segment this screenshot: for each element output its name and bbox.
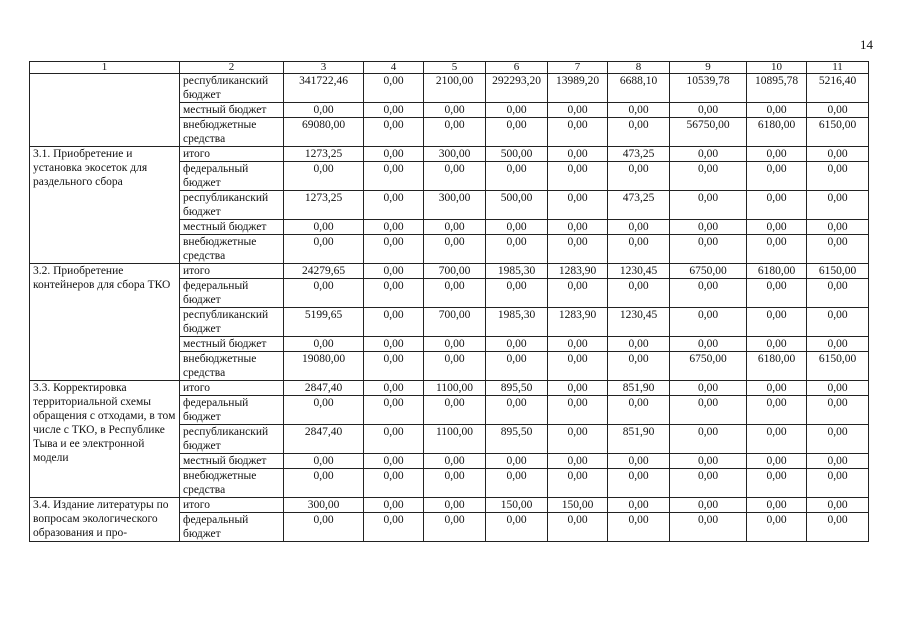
- amount-cell: 0,00: [807, 425, 869, 454]
- amount-cell: 0,00: [284, 279, 364, 308]
- amount-cell: 0,00: [284, 162, 364, 191]
- amount-cell: 1283,90: [548, 308, 608, 337]
- amount-cell: 0,00: [284, 513, 364, 542]
- column-header: 8: [608, 62, 670, 74]
- funding-source-cell: итого: [180, 498, 284, 513]
- amount-cell: 2100,00: [424, 74, 486, 103]
- amount-cell: 150,00: [548, 498, 608, 513]
- amount-cell: 0,00: [424, 279, 486, 308]
- amount-cell: 0,00: [747, 425, 807, 454]
- amount-cell: 1283,90: [548, 264, 608, 279]
- amount-cell: 1985,30: [486, 308, 548, 337]
- amount-cell: 0,00: [424, 118, 486, 147]
- amount-cell: 0,00: [548, 103, 608, 118]
- amount-cell: 0,00: [486, 469, 548, 498]
- amount-cell: 0,00: [284, 454, 364, 469]
- amount-cell: 0,00: [608, 396, 670, 425]
- amount-cell: 0,00: [807, 308, 869, 337]
- amount-cell: 0,00: [284, 337, 364, 352]
- amount-cell: 0,00: [608, 220, 670, 235]
- amount-cell: 0,00: [486, 454, 548, 469]
- amount-cell: 0,00: [548, 162, 608, 191]
- funding-source-cell: итого: [180, 147, 284, 162]
- amount-cell: 0,00: [284, 469, 364, 498]
- amount-cell: 0,00: [670, 498, 747, 513]
- amount-cell: 13989,20: [548, 74, 608, 103]
- amount-cell: 0,00: [364, 191, 424, 220]
- amount-cell: 0,00: [364, 513, 424, 542]
- amount-cell: 0,00: [670, 337, 747, 352]
- amount-cell: 851,90: [608, 425, 670, 454]
- budget-table: [29, 61, 869, 542]
- measure-name-cell: 3.1. Приобретение и установка экосеток для раздельного сбора: [30, 147, 180, 264]
- amount-cell: 0,00: [807, 381, 869, 396]
- amount-cell: 0,00: [364, 74, 424, 103]
- amount-cell: 0,00: [486, 235, 548, 264]
- amount-cell: 0,00: [747, 162, 807, 191]
- amount-cell: 0,00: [670, 147, 747, 162]
- amount-cell: 0,00: [424, 103, 486, 118]
- amount-cell: 2847,40: [284, 381, 364, 396]
- amount-cell: 150,00: [486, 498, 548, 513]
- amount-cell: 0,00: [364, 381, 424, 396]
- table-row: [30, 498, 869, 513]
- amount-cell: 0,00: [424, 220, 486, 235]
- amount-cell: 0,00: [284, 220, 364, 235]
- funding-source-cell: республиканский бюджет: [180, 308, 284, 337]
- amount-cell: 0,00: [608, 498, 670, 513]
- funding-source-cell: местный бюджет: [180, 454, 284, 469]
- amount-cell: 300,00: [424, 191, 486, 220]
- table-row: [30, 381, 869, 396]
- amount-cell: 473,25: [608, 191, 670, 220]
- amount-cell: 0,00: [364, 454, 424, 469]
- amount-cell: 0,00: [364, 103, 424, 118]
- amount-cell: 0,00: [670, 454, 747, 469]
- amount-cell: 895,50: [486, 425, 548, 454]
- amount-cell: 0,00: [548, 279, 608, 308]
- amount-cell: 0,00: [424, 162, 486, 191]
- amount-cell: 0,00: [807, 279, 869, 308]
- amount-cell: 0,00: [486, 513, 548, 542]
- amount-cell: 0,00: [486, 118, 548, 147]
- amount-cell: 0,00: [424, 396, 486, 425]
- amount-cell: 0,00: [364, 308, 424, 337]
- amount-cell: 0,00: [747, 147, 807, 162]
- amount-cell: 0,00: [284, 235, 364, 264]
- amount-cell: 0,00: [424, 352, 486, 381]
- amount-cell: 473,25: [608, 147, 670, 162]
- amount-cell: 6150,00: [807, 352, 869, 381]
- amount-cell: 0,00: [670, 103, 747, 118]
- amount-cell: 0,00: [747, 337, 807, 352]
- column-header: 7: [548, 62, 608, 74]
- amount-cell: 0,00: [548, 220, 608, 235]
- amount-cell: 0,00: [364, 337, 424, 352]
- amount-cell: 0,00: [364, 264, 424, 279]
- amount-cell: 0,00: [284, 103, 364, 118]
- amount-cell: 0,00: [608, 118, 670, 147]
- column-header: 9: [670, 62, 747, 74]
- header-row: [30, 62, 869, 74]
- amount-cell: 0,00: [747, 513, 807, 542]
- amount-cell: 0,00: [424, 337, 486, 352]
- amount-cell: 0,00: [670, 308, 747, 337]
- amount-cell: 1230,45: [608, 264, 670, 279]
- amount-cell: 0,00: [486, 220, 548, 235]
- amount-cell: 0,00: [670, 469, 747, 498]
- amount-cell: 0,00: [364, 118, 424, 147]
- amount-cell: 0,00: [548, 396, 608, 425]
- funding-source-cell: внебюджетные средства: [180, 235, 284, 264]
- funding-source-cell: республиканский бюджет: [180, 74, 284, 103]
- amount-cell: 0,00: [364, 425, 424, 454]
- funding-source-cell: итого: [180, 264, 284, 279]
- amount-cell: 0,00: [670, 396, 747, 425]
- amount-cell: 0,00: [670, 191, 747, 220]
- amount-cell: 0,00: [548, 352, 608, 381]
- amount-cell: 700,00: [424, 308, 486, 337]
- funding-source-cell: федеральный бюджет: [180, 396, 284, 425]
- amount-cell: 6150,00: [807, 118, 869, 147]
- amount-cell: 0,00: [364, 498, 424, 513]
- column-header: 10: [747, 62, 807, 74]
- amount-cell: 0,00: [486, 279, 548, 308]
- column-header: 11: [807, 62, 869, 74]
- amount-cell: 700,00: [424, 264, 486, 279]
- amount-cell: 0,00: [486, 103, 548, 118]
- amount-cell: 0,00: [548, 425, 608, 454]
- amount-cell: 0,00: [364, 279, 424, 308]
- funding-source-cell: республиканский бюджет: [180, 425, 284, 454]
- funding-source-cell: республиканский бюджет: [180, 191, 284, 220]
- amount-cell: 0,00: [747, 396, 807, 425]
- amount-cell: 10895,78: [747, 74, 807, 103]
- amount-cell: 0,00: [807, 513, 869, 542]
- amount-cell: 0,00: [747, 381, 807, 396]
- amount-cell: 1273,25: [284, 191, 364, 220]
- amount-cell: 0,00: [807, 337, 869, 352]
- amount-cell: 0,00: [364, 469, 424, 498]
- amount-cell: 6150,00: [807, 264, 869, 279]
- amount-cell: 69080,00: [284, 118, 364, 147]
- measure-name-cell: 3.2. Приобретение контейнеров для сбора ТКО: [30, 264, 180, 381]
- amount-cell: 0,00: [608, 469, 670, 498]
- amount-cell: 0,00: [807, 469, 869, 498]
- amount-cell: 0,00: [608, 352, 670, 381]
- amount-cell: 0,00: [424, 469, 486, 498]
- amount-cell: 0,00: [807, 103, 869, 118]
- amount-cell: 0,00: [548, 513, 608, 542]
- table-row: [30, 74, 869, 103]
- amount-cell: 0,00: [548, 337, 608, 352]
- amount-cell: 0,00: [747, 279, 807, 308]
- amount-cell: 0,00: [670, 235, 747, 264]
- amount-cell: 1985,30: [486, 264, 548, 279]
- funding-source-cell: федеральный бюджет: [180, 162, 284, 191]
- amount-cell: 0,00: [548, 191, 608, 220]
- amount-cell: 0,00: [747, 308, 807, 337]
- amount-cell: 1100,00: [424, 381, 486, 396]
- funding-source-cell: внебюджетные средства: [180, 469, 284, 498]
- amount-cell: 0,00: [670, 162, 747, 191]
- funding-source-cell: итого: [180, 381, 284, 396]
- amount-cell: 0,00: [670, 513, 747, 542]
- amount-cell: 2847,40: [284, 425, 364, 454]
- column-header: 3: [284, 62, 364, 74]
- amount-cell: 0,00: [548, 235, 608, 264]
- funding-source-cell: внебюджетные средства: [180, 118, 284, 147]
- amount-cell: 0,00: [548, 118, 608, 147]
- amount-cell: 0,00: [364, 220, 424, 235]
- amount-cell: 0,00: [548, 147, 608, 162]
- column-header: 4: [364, 62, 424, 74]
- amount-cell: 10539,78: [670, 74, 747, 103]
- amount-cell: 0,00: [486, 162, 548, 191]
- amount-cell: 0,00: [807, 235, 869, 264]
- amount-cell: 0,00: [284, 396, 364, 425]
- amount-cell: 341722,46: [284, 74, 364, 103]
- amount-cell: 300,00: [284, 498, 364, 513]
- table-row: [30, 147, 869, 162]
- amount-cell: 0,00: [608, 337, 670, 352]
- amount-cell: 56750,00: [670, 118, 747, 147]
- amount-cell: 0,00: [608, 454, 670, 469]
- amount-cell: 0,00: [670, 381, 747, 396]
- amount-cell: 0,00: [670, 425, 747, 454]
- amount-cell: 6750,00: [670, 264, 747, 279]
- amount-cell: 0,00: [807, 396, 869, 425]
- amount-cell: 300,00: [424, 147, 486, 162]
- amount-cell: 0,00: [424, 454, 486, 469]
- amount-cell: 24279,65: [284, 264, 364, 279]
- amount-cell: 0,00: [747, 220, 807, 235]
- amount-cell: 0,00: [424, 513, 486, 542]
- amount-cell: 6688,10: [608, 74, 670, 103]
- funding-source-cell: местный бюджет: [180, 337, 284, 352]
- amount-cell: 6180,00: [747, 352, 807, 381]
- amount-cell: 0,00: [747, 191, 807, 220]
- amount-cell: 0,00: [364, 235, 424, 264]
- amount-cell: 5199,65: [284, 308, 364, 337]
- amount-cell: 0,00: [364, 352, 424, 381]
- amount-cell: 0,00: [608, 513, 670, 542]
- amount-cell: 0,00: [747, 469, 807, 498]
- column-header: 1: [30, 62, 180, 74]
- amount-cell: 6750,00: [670, 352, 747, 381]
- amount-cell: 851,90: [608, 381, 670, 396]
- column-header: 5: [424, 62, 486, 74]
- amount-cell: 0,00: [747, 103, 807, 118]
- amount-cell: 0,00: [608, 103, 670, 118]
- amount-cell: 0,00: [807, 498, 869, 513]
- amount-cell: 0,00: [670, 279, 747, 308]
- amount-cell: 0,00: [486, 396, 548, 425]
- amount-cell: 1100,00: [424, 425, 486, 454]
- amount-cell: 6180,00: [747, 264, 807, 279]
- funding-source-cell: местный бюджет: [180, 220, 284, 235]
- measure-name-cell: 3.3. Корректировка территориальной схемы обращения с отходами, в том числе с ТКО, в Республике Тыва и ее электронной модели: [30, 381, 180, 498]
- amount-cell: 1273,25: [284, 147, 364, 162]
- amount-cell: 0,00: [548, 454, 608, 469]
- amount-cell: 0,00: [747, 498, 807, 513]
- amount-cell: 500,00: [486, 191, 548, 220]
- amount-cell: 0,00: [364, 147, 424, 162]
- column-header: 2: [180, 62, 284, 74]
- amount-cell: 0,00: [548, 469, 608, 498]
- amount-cell: 0,00: [807, 191, 869, 220]
- amount-cell: 0,00: [364, 162, 424, 191]
- amount-cell: 0,00: [608, 162, 670, 191]
- amount-cell: 0,00: [486, 352, 548, 381]
- amount-cell: 0,00: [608, 235, 670, 264]
- amount-cell: 292293,20: [486, 74, 548, 103]
- column-header: 6: [486, 62, 548, 74]
- funding-source-cell: местный бюджет: [180, 103, 284, 118]
- amount-cell: 0,00: [807, 162, 869, 191]
- amount-cell: 0,00: [548, 381, 608, 396]
- amount-cell: 0,00: [364, 396, 424, 425]
- amount-cell: 0,00: [747, 235, 807, 264]
- amount-cell: 1230,45: [608, 308, 670, 337]
- amount-cell: 19080,00: [284, 352, 364, 381]
- funding-source-cell: внебюджетные средства: [180, 352, 284, 381]
- amount-cell: 6180,00: [747, 118, 807, 147]
- funding-source-cell: федеральный бюджет: [180, 279, 284, 308]
- amount-cell: 500,00: [486, 147, 548, 162]
- amount-cell: 0,00: [424, 235, 486, 264]
- measure-name-cell: [30, 74, 180, 147]
- measure-name-cell: 3.4. Издание литературы по вопросам экологического образования и про-: [30, 498, 180, 542]
- amount-cell: 0,00: [608, 279, 670, 308]
- budget-table-body: [30, 74, 869, 542]
- table-row: [30, 264, 869, 279]
- amount-cell: 0,00: [807, 147, 869, 162]
- amount-cell: 0,00: [807, 454, 869, 469]
- amount-cell: 0,00: [486, 337, 548, 352]
- amount-cell: 0,00: [424, 498, 486, 513]
- page-number: 14: [860, 37, 873, 52]
- amount-cell: 0,00: [807, 220, 869, 235]
- funding-source-cell: федеральный бюджет: [180, 513, 284, 542]
- amount-cell: 895,50: [486, 381, 548, 396]
- amount-cell: 0,00: [670, 220, 747, 235]
- amount-cell: 5216,40: [807, 74, 869, 103]
- amount-cell: 0,00: [747, 454, 807, 469]
